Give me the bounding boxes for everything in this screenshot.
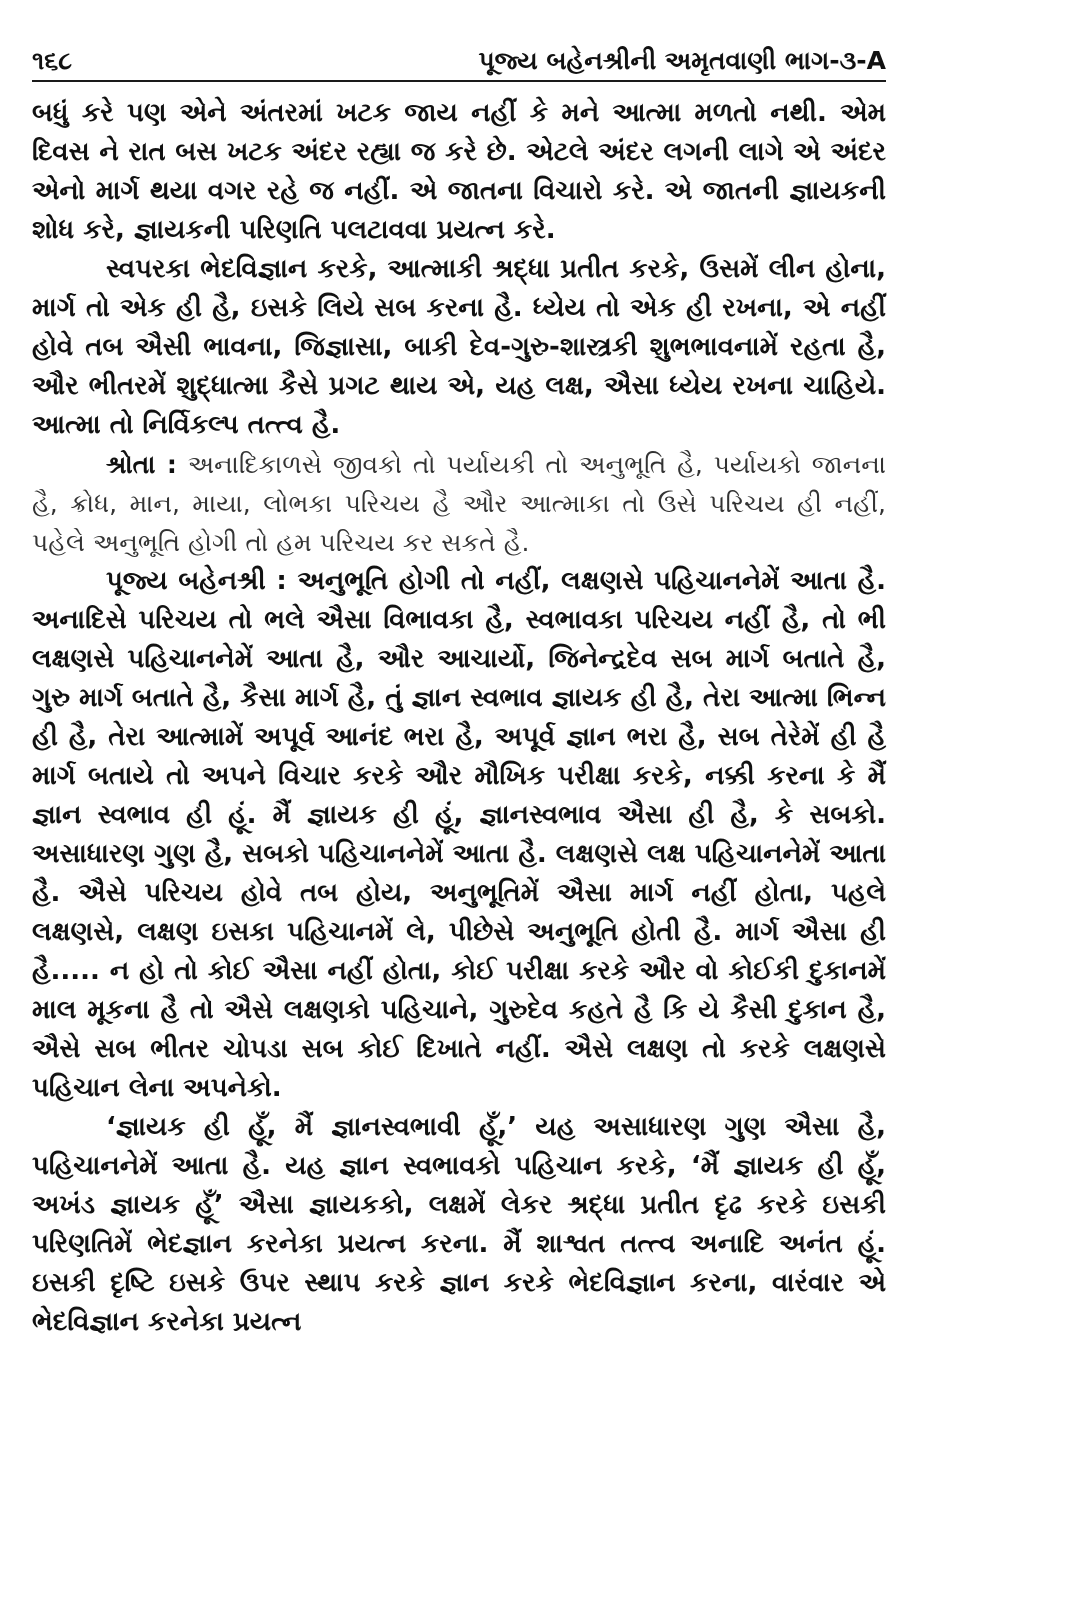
page-header <box>32 40 886 82</box>
paragraph-5: ‘જ્ઞાયક હી હૂઁ, મૈં જ્ઞાનસ્વભાવી હૂઁ,’ યહ અસાધારણ ગુણ ઐસા હૈ, પહિચાનનેમેં આતા હૈ. યહ જ્ઞાન સ્વભાવકો પહિચાન કરકે, ‘મૈં જ્ઞાયક હી હૂઁ, અખંડ જ્ઞાયક હૂઁ’ ઐસા જ્ઞાયકકો, લક્ષમેં લેકર શ્રદ્ધા પ્રતીત દૃઢ કરકે ઇસકી પરિણતિમેં ભેદજ્ઞાન કરનેકા પ્રયત્ન કરના. મૈં શાશ્વત તત્ત્વ અનાદિ અનંત હૂં. ઇસકી દૃષ્ટિ ઇસકે ઉપર સ્થાપ કરકે જ્ઞાન કરકે ભેદવિજ્ઞાન કરના, વારંવાર એ ભેદવિજ્ઞાન કરનેકા પ્રયત્ન <box>32 1112 886 1337</box>
paragraph-2: સ્વપરકા ભેદવિજ્ઞાન કરકે, આત્માકી શ્રદ્ધા પ્રતીત કરકે, ઉસમેં લીન હોના, માર્ગ તો એક હી હૈ, ઇસકે લિયે સબ કરના હૈ. ધ્યેય તો એક હી રખના, એ નહીં હોવે તબ ઐસી ભાવના, જિજ્ઞાસા, બાકી દેવ-ગુરુ-શાસ્ત્રકી શુભભાવનામેં રહતા હૈ, ઔર ભીતરમેં શુદ્ધાત્મા કૈસે પ્રગટ થાય એ, યહ લક્ષ, ઐસા ધ્યેય રખના ચાહિયે. આત્મા તો નિર્વિકલ્પ તત્ત્વ હૈ. <box>32 254 886 440</box>
paragraph-3 <box>32 445 886 562</box>
page-body <box>32 94 886 1342</box>
speaker-label-bahenshri: પૂજ્ય બહેનશ્રી : <box>106 566 287 596</box>
page-number: ૧૬૮ <box>32 46 73 75</box>
running-title: પૂજ્ય બહેનશ્રીની અમૃતવાણી ભાગ-૩-A <box>478 46 886 75</box>
paragraph-4 <box>32 562 886 1108</box>
paragraph-4-text: અનુભૂતિ હોગી તો નહીં, લક્ષણસે પહિચાનનેમેં આતા હૈ. અનાદિસે પરિચય તો ભલે ઐસા વિભાવકા હૈ, સ્વભાવકા પરિચય નહીં હૈ, તો ભી લક્ષણસે પહિચાનનેમેં આતા હૈ, ઔર આચાર્યો, જિનેન્દ્રદેવ સબ માર્ગ બતાતે હૈ, ગુરુ માર્ગ બતાતે હૈ, કૈસા માર્ગ હૈ, તું જ્ઞાન સ્વભાવ જ્ઞાયક હી હૈ, તેરા આત્મા ભિન્ન હી હૈ, તેરા આત્મામેં અપૂર્વ આનંદ ભરા હૈ, અપૂર્વ જ્ઞાન ભરા હૈ, સબ તેરેમેં હી હૈ માર્ગ બતાયે તો અપને વિચાર કરકે ઔર મૌખિક પરીક્ષા કરકે, નક્કી કરના કે મૈં જ્ઞાન સ્વભાવ હી હૂં. મૈં જ્ઞાયક હી હૂં, જ્ઞાનસ્વભાવ ઐસા હી હૈ, કે સબકો. અસાધારણ ગુણ હૈ, સબકો પહિચાનનેમેં આતા હૈ. લક્ષણસે લક્ષ પહિચાનનેમેં આતા હૈ. ઐસે પરિચય હોવે તબ હોય, અનુભૂતિમેં ઐસા માર્ગ નહીં હોતા, પહલે લક્ષણસે, લક્ષણ ઇસકા પહિચાનમેં લે, પીછેસે અનુભૂતિ હોતી હૈ. માર્ગ ઐસા હી હૈ..... ન હો તો કોઈ ઐસા નહીં હોતા, કોઈ પરીક્ષા કરકે ઔર વો કોઈકી દુકાનમેં માલ મૂકના હૈ તો ઐસે લક્ષણકો પહિચાને, ગુરુદેવ કહતે હૈ કિ યે કૈસી દુકાન હૈ, ઐસે સબ ભીતર ચોપડા સબ કોઈ દિખાતે નહીં. ઐસે લક્ષણ તો કરકે લક્ષણસે પહિચાન લેના અપનેકો. <box>32 566 886 1103</box>
speaker-label-listener: શ્રોતા : <box>106 450 177 479</box>
book-page <box>32 40 886 1342</box>
paragraph-1: બધું કરે પણ એને અંતરમાં ખટક જાય નહીં કે મને આત્મા મળતો નથી. એમ દિવસ ને રાત બસ ખટક અંદર રહ્યા જ કરે છે. એટલે અંદર લગની લાગે એ અંદર એનો માર્ગ થયા વગર રહે જ નહીં. એ જાતના વિચારો કરે. એ જાતની જ્ઞાયકની શોધ કરે, જ્ઞાયકની પરિણતિ પલટાવવા પ્રયત્ન કરે. <box>32 98 886 245</box>
paragraph-3-text: અનાદિકાળસે જીવકો તો પર્યાયકી તો અનુભૂતિ હૈ, પર્યાયકો જાનના હૈ, ક્રોધ, માન, માયા, લોભકા પરિચય હૈ ઔર આત્માકા તો ઉસે પરિચય હી નહીં, પહેલે અનુભૂતિ હોગી તો હમ પરિચય કર સકતે હૈ. <box>32 450 887 557</box>
